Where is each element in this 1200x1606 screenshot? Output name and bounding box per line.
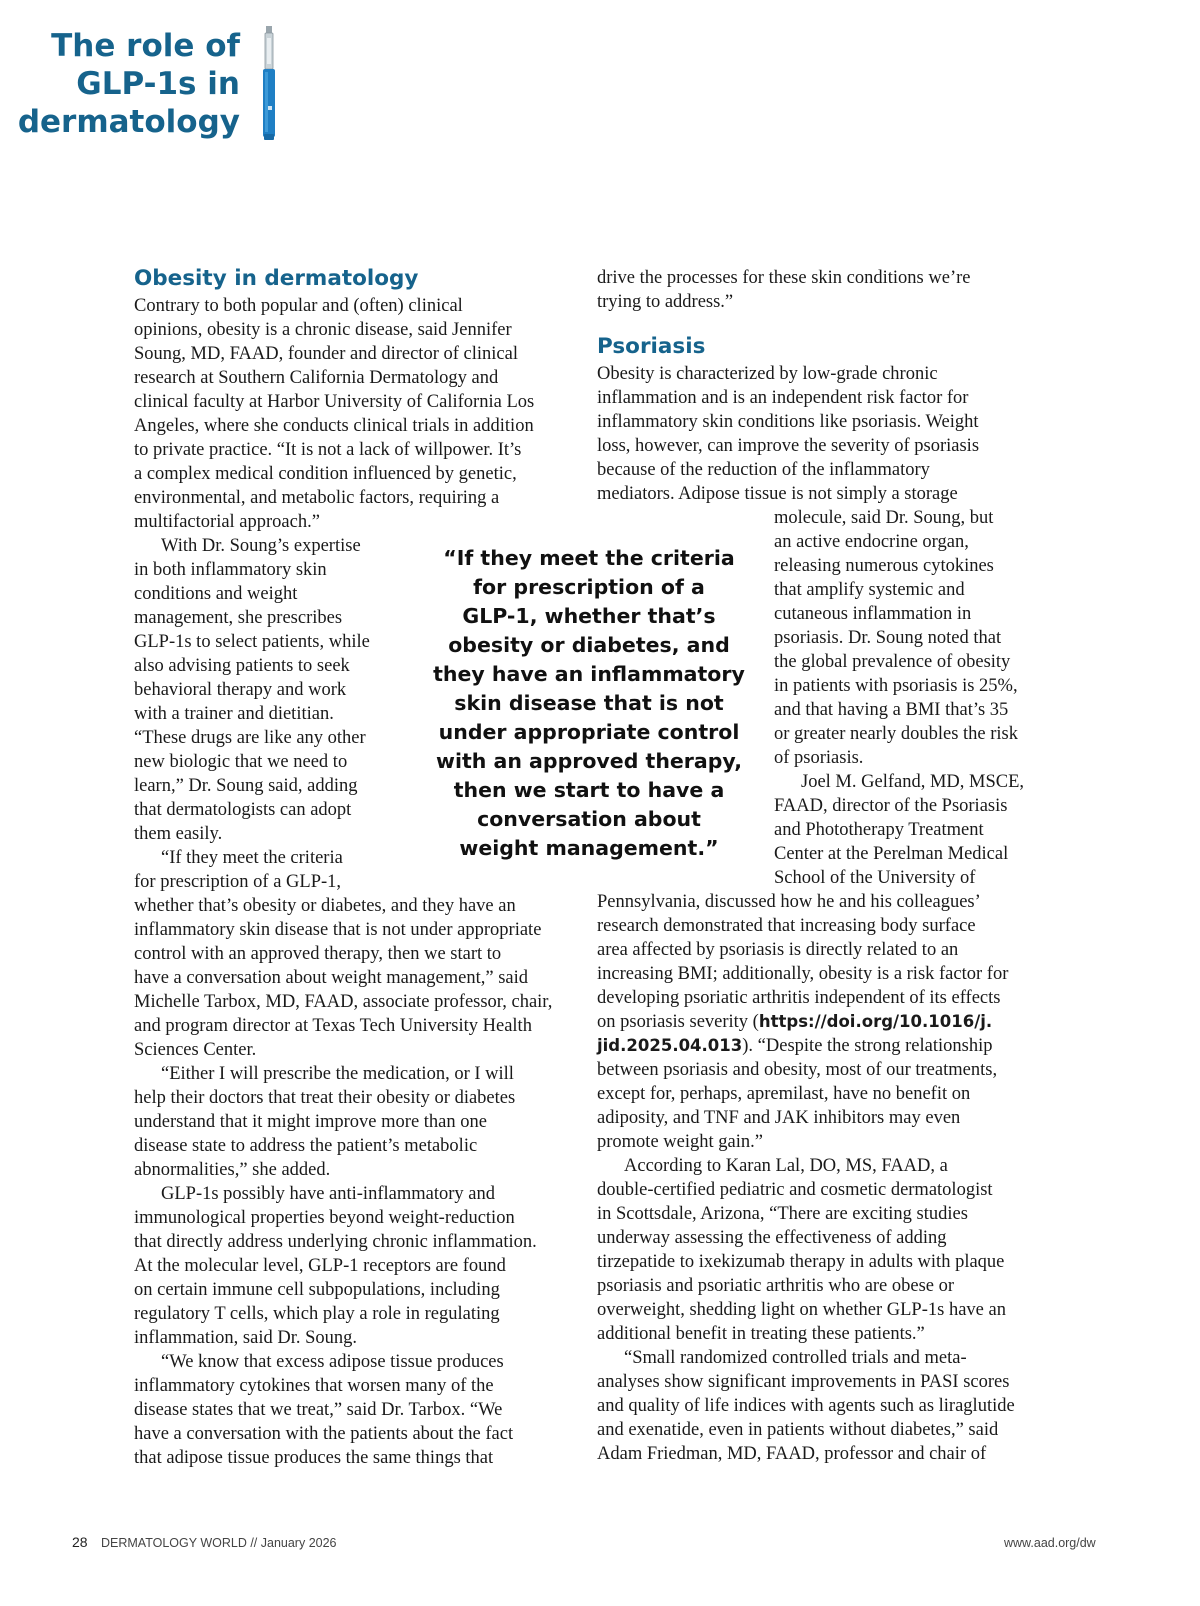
doi-link[interactable]: https://doi.org/10.1016/j. — [758, 1012, 993, 1031]
body-line: “If they meet the criteria — [161, 848, 343, 868]
title-line: dermatology — [17, 104, 240, 140]
pull-quote-line: for prescription of a — [473, 575, 705, 599]
body-line: tirzepatide to ixekizumab therapy in adults with plaque — [597, 1252, 1005, 1272]
page-number: 28 — [72, 1534, 88, 1550]
body-line: and that having a BMI that’s 35 — [774, 700, 1009, 720]
doi-prefix: on psoriasis severity ( — [597, 1012, 759, 1032]
body-line: overweight, shedding light on whether GLP-1s have an — [597, 1300, 1006, 1320]
doi-suffix: ). “Despite the strong relationship — [742, 1036, 993, 1056]
pull-quote-line: obesity or diabetes, and — [448, 633, 730, 657]
pull-quote-line: under appropriate control — [438, 720, 740, 744]
body-line: increasing BMI; additionally, obesity is a risk factor for — [597, 964, 1009, 984]
body-line: with a trainer and dietitian. — [134, 704, 334, 724]
body-line: Michelle Tarbox, MD, FAAD, associate professor, chair, — [134, 992, 553, 1012]
body-line: “Either I will prescribe the medication, or I will — [161, 1064, 514, 1084]
body-line: additional benefit in treating these patients.” — [597, 1324, 925, 1344]
body-line: and Phototherapy Treatment — [774, 820, 984, 840]
body-line: understand that it might improve more than one — [134, 1112, 487, 1132]
body-line: regulatory T cells, which play a role in regulating — [134, 1304, 500, 1324]
body-line: “These drugs are like any other — [134, 728, 366, 748]
body-line: that adipose tissue produces the same things that — [134, 1448, 494, 1468]
body-line: Soung, MD, FAAD, founder and director of clinical — [134, 344, 518, 364]
website-link[interactable]: www.aad.org/dw — [1004, 1536, 1096, 1550]
body-line: that dermatologists can adopt — [134, 800, 352, 820]
body-line: of psoriasis. — [774, 748, 864, 768]
body-line: opinions, obesity is a chronic disease, said Jennifer — [134, 320, 512, 340]
injection-pen-icon — [262, 26, 276, 140]
body-line: trying to address.” — [597, 292, 734, 312]
body-line: analyses show significant improvements in PASI scores — [597, 1372, 1010, 1392]
body-line: adiposity, and TNF and JAK inhibitors may even — [597, 1108, 961, 1128]
body-line: inflammatory cytokines that worsen many of the — [134, 1376, 494, 1396]
publication-footer: DERMATOLOGY WORLD // January 2026 — [101, 1536, 337, 1550]
body-line: them easily. — [134, 824, 223, 844]
pull-quote-line: conversation about — [477, 807, 701, 831]
pull-quote-line: with an approved therapy, — [436, 749, 742, 773]
body-line: School of the University of — [774, 868, 976, 888]
body-line: multifactorial approach.” — [134, 512, 320, 532]
body-line: GLP-1s to select patients, while — [134, 632, 370, 652]
body-line: molecule, said Dr. Soung, but — [774, 508, 994, 528]
body-line: an active endocrine organ, — [774, 532, 969, 552]
body-line: Obesity is characterized by low-grade chronic — [597, 364, 938, 384]
body-line: cutaneous inflammation in — [774, 604, 972, 624]
doi-link-continued[interactable]: jid.2025.04.013 — [597, 1036, 743, 1055]
body-line: behavioral therapy and work — [134, 680, 347, 700]
body-line: and quality of life indices with agents such as liraglutide — [597, 1396, 1015, 1416]
pull-quote-line: then we start to have a — [453, 778, 725, 802]
body-line: on certain immune cell subpopulations, including — [134, 1280, 500, 1300]
body-line: At the molecular level, GLP-1 receptors are found — [134, 1256, 506, 1276]
body-line — [597, 1034, 992, 1058]
body-line: that amplify systemic and — [774, 580, 965, 600]
title-line: The role of — [51, 28, 240, 64]
body-line: also advising patients to seek — [134, 656, 350, 676]
body-line: FAAD, director of the Psoriasis — [774, 796, 1008, 816]
body-line: developing psoriatic arthritis independent of its effects — [597, 988, 1001, 1008]
pull-quote-line: GLP-1, whether that’s — [462, 604, 716, 628]
body-line: mediators. Adipose tissue is not simply a storage — [597, 484, 958, 504]
body-line: in Scottsdale, Arizona, “There are exciting studies — [597, 1204, 968, 1224]
body-line: research at Southern California Dermatology and — [134, 368, 499, 388]
body-line: releasing numerous cytokines — [774, 556, 994, 576]
pull-quote-line: weight management.” — [459, 836, 719, 860]
body-line: that directly address underlying chronic inflammation. — [134, 1232, 537, 1252]
body-line: in patients with psoriasis is 25%, — [774, 676, 1018, 696]
body-line: inflammation, said Dr. Soung. — [134, 1328, 358, 1348]
body-line: management, she prescribes — [134, 608, 343, 628]
body-line: promote weight gain.” — [597, 1132, 763, 1152]
body-line: have a conversation with the patients about the fact — [134, 1424, 514, 1444]
body-line: disease state to address the patient’s metabolic — [134, 1136, 478, 1156]
body-line: “We know that excess adipose tissue produces — [161, 1352, 504, 1372]
body-line: inflammatory skin disease that is not under appropriate — [134, 920, 542, 940]
body-line: learn,” Dr. Soung said, adding — [134, 776, 358, 796]
body-line: “Small randomized controlled trials and meta- — [624, 1348, 967, 1368]
body-line: Pennsylvania, discussed how he and his colleagues’ — [597, 892, 981, 912]
body-line: Joel M. Gelfand, MD, MSCE, — [801, 772, 1025, 792]
body-line: conditions and weight — [134, 584, 298, 604]
body-line: to private practice. “It is not a lack of willpower. It’s — [134, 440, 522, 460]
body-line: abnormalities,” she added. — [134, 1160, 331, 1180]
pull-quote-line: they have an inflammatory — [433, 662, 745, 686]
body-line: inflammation and is an independent risk factor for — [597, 388, 969, 408]
body-line: the global prevalence of obesity — [774, 652, 1011, 672]
body-line: a complex medical condition influenced by genetic, — [134, 464, 517, 484]
section-heading-obesity: Obesity in dermatology — [134, 266, 419, 291]
body-line: have a conversation about weight management,” said — [134, 968, 529, 988]
body-line: and program director at Texas Tech University Health — [134, 1016, 532, 1036]
body-line: immunological properties beyond weight-reduction — [134, 1208, 515, 1228]
section-heading-psoriasis: Psoriasis — [597, 334, 706, 359]
body-line: for prescription of a GLP-1, — [134, 872, 342, 892]
body-line: and exenatide, even in patients without diabetes,” said — [597, 1420, 999, 1440]
pull-quote-line: skin disease that is not — [454, 691, 724, 715]
body-line: environmental, and metabolic factors, requiring a — [134, 488, 500, 508]
body-line: control with an approved therapy, then we start to — [134, 944, 502, 964]
body-line: area affected by psoriasis is directly related to an — [597, 940, 959, 960]
body-line: Angeles, where she conducts clinical trials in addition — [134, 416, 534, 436]
body-line: inflammatory skin conditions like psoriasis. Weight — [597, 412, 979, 432]
body-line: GLP-1s possibly have anti-inflammatory and — [161, 1184, 495, 1204]
body-line: help their doctors that treat their obesity or diabetes — [134, 1088, 516, 1108]
body-line: psoriasis. Dr. Soung noted that — [774, 628, 1002, 648]
body-line: between psoriasis and obesity, most of our treatments, — [597, 1060, 998, 1080]
body-line: With Dr. Soung’s expertise — [161, 536, 361, 556]
body-line: Center at the Perelman Medical — [774, 844, 1009, 864]
body-line: whether that’s obesity or diabetes, and they have an — [134, 896, 516, 916]
pull-quote — [426, 544, 752, 863]
body-line: or greater nearly doubles the risk — [774, 724, 1019, 744]
body-line: loss, however, can improve the severity of psoriasis — [597, 436, 980, 456]
body-line: because of the reduction of the inflammatory — [597, 460, 930, 480]
body-line: except for, perhaps, apremilast, have no benefit on — [597, 1084, 971, 1104]
pull-quote-line: “If they meet the criteria — [443, 546, 735, 570]
title-line: GLP-1s in — [76, 66, 240, 102]
body-line: According to Karan Lal, DO, MS, FAAD, a — [624, 1156, 948, 1176]
body-line: drive the processes for these skin conditions we’re — [597, 268, 971, 288]
body-line: double-certified pediatric and cosmetic dermatologist — [597, 1180, 993, 1200]
body-line: new biologic that we need to — [134, 752, 348, 772]
body-line: Adam Friedman, MD, FAAD, professor and chair of — [597, 1444, 987, 1464]
body-line: psoriasis and psoriatic arthritis who are obese or — [597, 1276, 955, 1296]
body-line: underway assessing the effectiveness of adding — [597, 1228, 947, 1248]
body-line: disease states that we treat,” said Dr. Tarbox. “We — [134, 1400, 503, 1420]
body-line — [597, 1010, 992, 1034]
body-line: clinical faculty at Harbor University of California Los — [134, 392, 535, 412]
body-line: research demonstrated that increasing body surface — [597, 916, 976, 936]
body-line: Sciences Center. — [134, 1040, 257, 1060]
body-line: Contrary to both popular and (often) clinical — [134, 296, 463, 316]
body-line: in both inflammatory skin — [134, 560, 327, 580]
